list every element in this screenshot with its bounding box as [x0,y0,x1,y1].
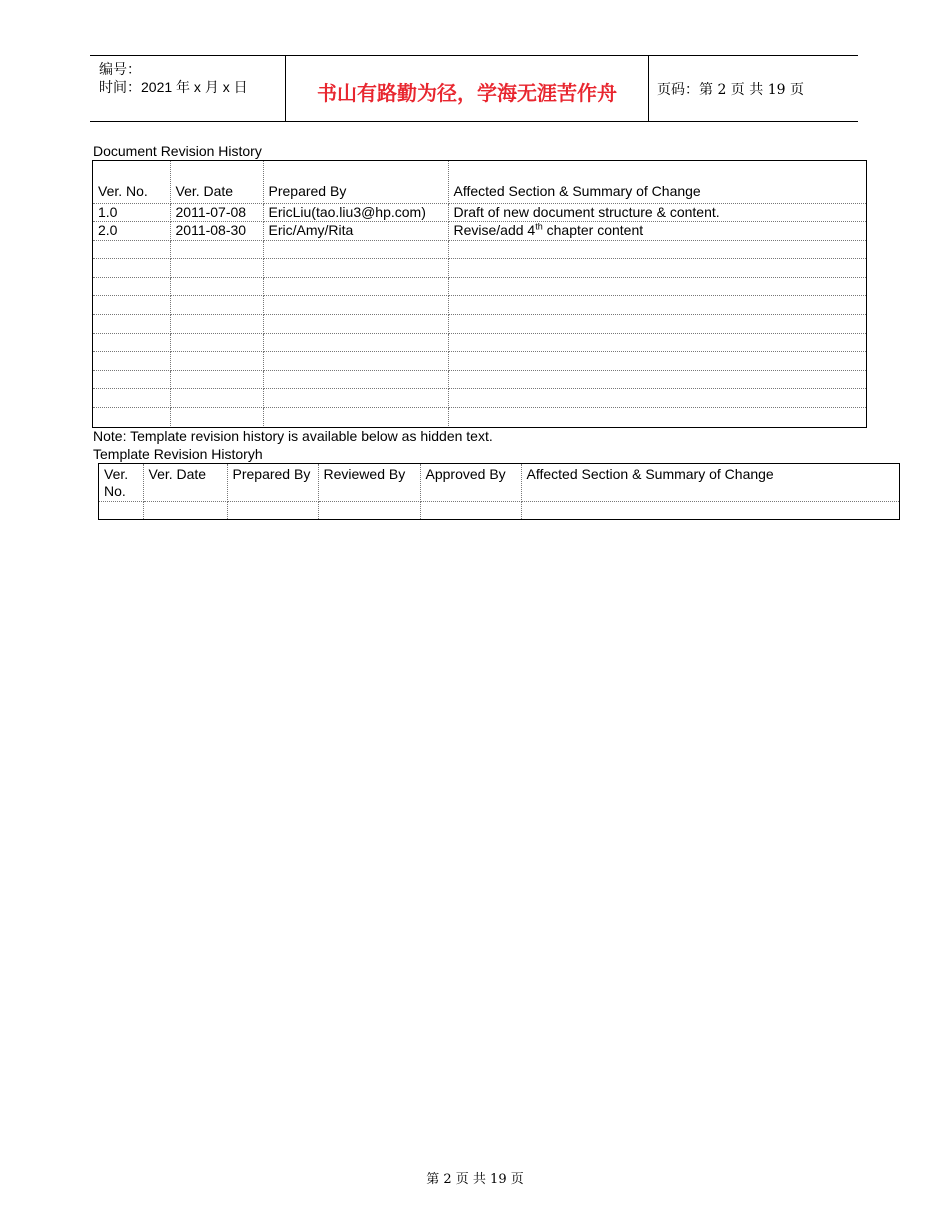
cell-date: 2011-08-30 [170,222,263,241]
header-time-label: 时间：2021 年 x 月 x 日 [99,79,248,95]
table-row [93,222,866,241]
header-page-info: 页码：第 2 页 共 19 页 [657,81,804,98]
table-row [93,240,866,259]
table-row [93,203,866,222]
table-row [93,277,866,296]
header-motto: 书山有路勤为径，学海无涯苦作舟 [285,56,649,121]
column-header: Affected Section & Summary of Change [521,464,899,501]
column-header: Approved By [420,464,521,501]
table-row [93,389,866,408]
table-header-row [99,464,899,501]
summary-text: chapter content [542,222,644,239]
revision-history-table [92,160,867,428]
template-history-title: Template Revision Historyh [93,446,263,462]
table-row [99,501,899,519]
page-header [90,55,858,122]
column-header: Prepared By [227,464,318,501]
column-header: Prepared By [263,161,448,203]
column-header: Ver. No. [93,161,170,203]
table-row [93,315,866,334]
column-header: Ver. Date [170,161,263,203]
cell-prepared-by: EricLiu(tao.liu3@hp.com) [263,203,448,222]
summary-text: Revise/add 4 [453,222,536,239]
template-history-table [98,463,900,520]
table-row [93,408,866,427]
cell-ver: 1.0 [93,203,170,222]
cell-date: 2011-07-08 [170,203,263,222]
header-number-label: 编号： [99,61,141,77]
table-row [93,333,866,352]
summary-superscript: th [535,221,543,232]
table-row [93,370,866,389]
cell-prepared-by: Eric/Amy/Rita [263,222,448,241]
revision-history-title: Document Revision History [93,143,262,159]
page-footer: 第 2 页 共 19 页 [426,1172,524,1187]
cell-summary [448,222,866,241]
cell-ver: 2.0 [93,222,170,241]
column-header: Affected Section & Summary of Change [448,161,866,203]
revision-note: Note: Template revision history is available below as hidden text. [93,428,493,444]
column-header: Ver. No. [99,464,143,501]
table-row [93,296,866,315]
cell-summary: Draft of new document structure & content. [448,203,866,222]
header-meta [90,56,285,121]
table-header-row [93,161,866,203]
column-header: Ver. Date [143,464,227,501]
table-row [93,352,866,371]
table-row [93,259,866,278]
column-header: Reviewed By [318,464,420,501]
